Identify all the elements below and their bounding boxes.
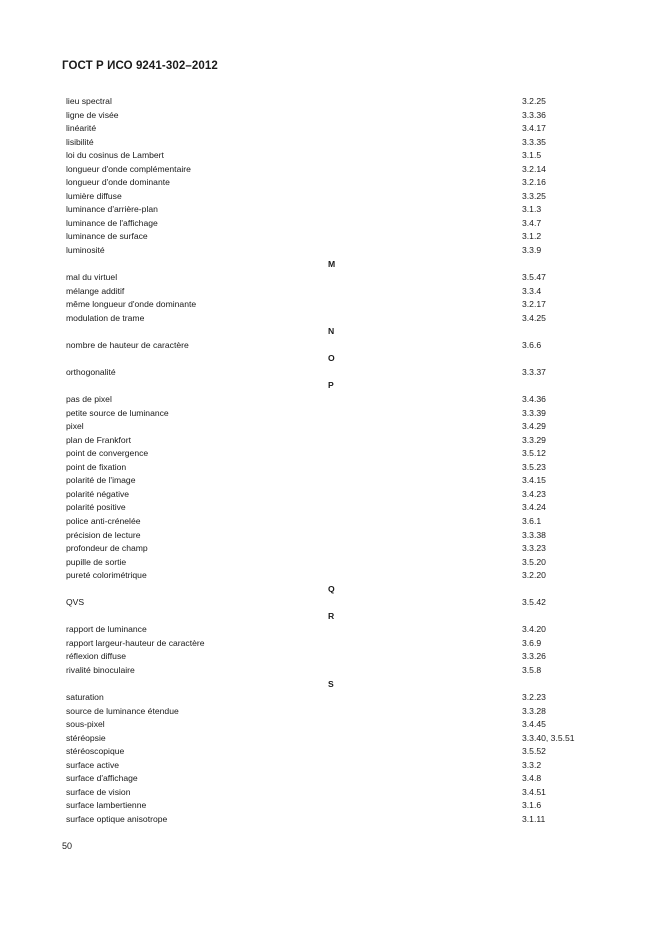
index-section-letter xyxy=(66,325,596,339)
index-section-letter xyxy=(66,583,596,597)
index-entry xyxy=(66,393,596,407)
index-reference: 3.4.45 xyxy=(522,719,546,730)
index-entry xyxy=(66,203,596,217)
index-term: stéréopsie xyxy=(66,732,106,743)
section-letter: R xyxy=(328,610,335,621)
index-term: précision de lecture xyxy=(66,529,141,540)
index-reference: 3.3.39 xyxy=(522,407,546,418)
index-reference: 3.5.8 xyxy=(522,664,542,675)
index-entry xyxy=(66,718,596,732)
index-entry xyxy=(66,217,596,231)
index-reference: 3.5.47 xyxy=(522,272,546,283)
index-entry xyxy=(66,109,596,123)
index-term: surface optique anisotrope xyxy=(66,813,168,824)
index-term: profondeur de champ xyxy=(66,543,148,554)
index-entry xyxy=(66,447,596,461)
index-term: pas de pixel xyxy=(66,394,112,405)
index-reference: 3.1.6 xyxy=(522,800,542,811)
index-term: source de luminance étendue xyxy=(66,705,179,716)
index-term: stéréoscopique xyxy=(66,746,125,757)
index-term: sous-pixel xyxy=(66,719,105,730)
index-term: saturation xyxy=(66,692,104,703)
index-reference: 3.3.29 xyxy=(522,434,546,445)
index-entry xyxy=(66,244,596,258)
index-reference: 3.5.23 xyxy=(522,461,546,472)
index-reference: 3.2.20 xyxy=(522,570,546,581)
index-term: lumière diffuse xyxy=(66,190,122,201)
section-letter: M xyxy=(328,258,336,269)
index-term: QVS xyxy=(66,597,85,608)
index-entry xyxy=(66,515,596,529)
index-entry xyxy=(66,420,596,434)
index-entry xyxy=(66,705,596,719)
index-entry xyxy=(66,149,596,163)
index-term: lieu spectral xyxy=(66,96,112,106)
page-number: 50 xyxy=(62,841,73,851)
index-entry xyxy=(66,542,596,556)
index-term: surface active xyxy=(66,759,120,770)
index-reference: 3.2.17 xyxy=(522,299,546,310)
index-entry xyxy=(66,799,596,813)
index-term: surface d'affichage xyxy=(66,773,138,784)
index-reference: 3.4.36 xyxy=(522,394,546,405)
index-entry xyxy=(66,488,596,502)
index-entry xyxy=(66,556,596,570)
alphabetical-index xyxy=(66,95,596,827)
index-term: modulation de trame xyxy=(66,312,145,323)
index-reference: 3.3.28 xyxy=(522,705,546,716)
index-term: même longueur d'onde dominante xyxy=(66,299,197,310)
index-reference: 3.5.12 xyxy=(522,448,546,459)
index-reference: 3.5.42 xyxy=(522,597,546,608)
index-term: mal du virtuel xyxy=(66,272,118,283)
index-term: police anti-crénelée xyxy=(66,515,141,526)
index-entry xyxy=(66,339,596,353)
index-entry xyxy=(66,190,596,204)
index-reference: 3.3.40, 3.5.51 xyxy=(522,732,575,743)
index-section-letter xyxy=(66,258,596,272)
index-reference: 3.6.1 xyxy=(522,515,542,526)
index-reference: 3.5.52 xyxy=(522,746,546,757)
index-entry xyxy=(66,136,596,150)
index-term: orthogonalité xyxy=(66,366,116,377)
index-reference: 3.4.15 xyxy=(522,475,546,486)
index-reference: 3.2.14 xyxy=(522,163,546,174)
index-entry xyxy=(66,95,596,109)
section-letter: O xyxy=(328,353,335,364)
index-entry xyxy=(66,298,596,312)
index-term: linéarité xyxy=(66,123,97,134)
index-term: point de convergence xyxy=(66,448,149,459)
index-term: luminance d'arrière-plan xyxy=(66,204,158,215)
index-reference: 3.3.35 xyxy=(522,136,546,147)
index-term: plan de Frankfort xyxy=(66,434,131,445)
index-term: polarité de l'image xyxy=(66,475,136,486)
index-entry xyxy=(66,474,596,488)
index-section-letter xyxy=(66,678,596,692)
index-term: longueur d'onde dominante xyxy=(66,177,170,188)
index-reference: 3.5.20 xyxy=(522,556,546,567)
index-term: ligne de visée xyxy=(66,109,119,120)
index-reference: 3.4.7 xyxy=(522,217,542,228)
index-entry xyxy=(66,461,596,475)
index-reference: 3.3.26 xyxy=(522,651,546,662)
index-entry xyxy=(66,271,596,285)
index-term: polarité négative xyxy=(66,488,130,499)
index-entry xyxy=(66,813,596,827)
index-entry xyxy=(66,366,596,380)
section-letter: S xyxy=(328,678,334,689)
index-reference: 3.3.23 xyxy=(522,543,546,554)
index-entry xyxy=(66,163,596,177)
index-section-letter xyxy=(66,352,596,366)
document-header: ГОСТ Р ИСО 9241-302–2012 xyxy=(62,60,218,72)
index-term: rivalité binoculaire xyxy=(66,664,135,675)
section-letter: Q xyxy=(328,583,335,594)
index-entry xyxy=(66,312,596,326)
index-reference: 3.4.17 xyxy=(522,123,546,134)
index-entry xyxy=(66,623,596,637)
index-entry xyxy=(66,285,596,299)
index-entry xyxy=(66,596,596,610)
index-reference: 3.3.38 xyxy=(522,529,546,540)
index-entry xyxy=(66,501,596,515)
index-term: petite source de luminance xyxy=(66,407,169,418)
index-reference: 3.1.3 xyxy=(522,204,542,215)
index-term: surface de vision xyxy=(66,786,131,797)
index-reference: 3.4.8 xyxy=(522,773,542,784)
index-term: nombre de hauteur de caractère xyxy=(66,339,189,350)
index-term: luminance de surface xyxy=(66,231,148,242)
section-letter: P xyxy=(328,380,334,391)
index-entry xyxy=(66,176,596,190)
index-entry xyxy=(66,407,596,421)
index-entry xyxy=(66,732,596,746)
index-entry xyxy=(66,745,596,759)
index-reference: 3.1.2 xyxy=(522,231,542,242)
index-reference: 3.3.4 xyxy=(522,285,542,296)
index-entry xyxy=(66,230,596,244)
index-term: lisibilité xyxy=(66,136,94,147)
index-term: pupille de sortie xyxy=(66,556,127,567)
index-reference: 3.4.51 xyxy=(522,786,546,797)
index-reference: 3.2.23 xyxy=(522,692,546,703)
index-term: pixel xyxy=(66,421,84,432)
index-term: réflexion diffuse xyxy=(66,651,127,662)
index-term: point de fixation xyxy=(66,461,127,472)
index-reference: 3.4.29 xyxy=(522,421,546,432)
index-entry xyxy=(66,772,596,786)
index-entry xyxy=(66,434,596,448)
index-term: rapport de luminance xyxy=(66,624,147,635)
index-reference: 3.3.9 xyxy=(522,245,542,256)
index-reference: 3.4.24 xyxy=(522,502,546,513)
index-section-letter xyxy=(66,610,596,624)
index-term: polarité positive xyxy=(66,502,126,513)
index-entry xyxy=(66,691,596,705)
index-term: mélange additif xyxy=(66,285,125,296)
index-entry xyxy=(66,637,596,651)
index-reference: 3.6.9 xyxy=(522,637,542,648)
index-term: luminance de l'affichage xyxy=(66,217,158,228)
index-term: pureté colorimétrique xyxy=(66,570,147,581)
section-letter: N xyxy=(328,326,335,337)
index-entry xyxy=(66,569,596,583)
index-reference: 3.2.25 xyxy=(522,96,546,106)
index-term: loi du cosinus de Lambert xyxy=(66,150,164,161)
index-reference: 3.3.2 xyxy=(522,759,542,770)
index-reference: 3.3.25 xyxy=(522,190,546,201)
index-entry xyxy=(66,786,596,800)
index-reference: 3.1.11 xyxy=(522,813,546,824)
index-reference: 3.3.37 xyxy=(522,366,546,377)
index-reference: 3.3.36 xyxy=(522,109,546,120)
index-reference: 3.4.25 xyxy=(522,312,546,323)
index-reference: 3.6.6 xyxy=(522,339,542,350)
index-term: longueur d'onde complémentaire xyxy=(66,163,191,174)
index-reference: 3.2.16 xyxy=(522,177,546,188)
index-reference: 3.4.23 xyxy=(522,488,546,499)
index-term: luminosité xyxy=(66,245,105,256)
index-entry xyxy=(66,122,596,136)
index-entry xyxy=(66,759,596,773)
index-entry xyxy=(66,664,596,678)
index-section-letter xyxy=(66,379,596,393)
index-entry xyxy=(66,650,596,664)
index-entry xyxy=(66,529,596,543)
index-term: surface lambertienne xyxy=(66,800,147,811)
index-reference: 3.1.5 xyxy=(522,150,542,161)
index-term: rapport largeur-hauteur de caractère xyxy=(66,637,205,648)
index-reference: 3.4.20 xyxy=(522,624,546,635)
